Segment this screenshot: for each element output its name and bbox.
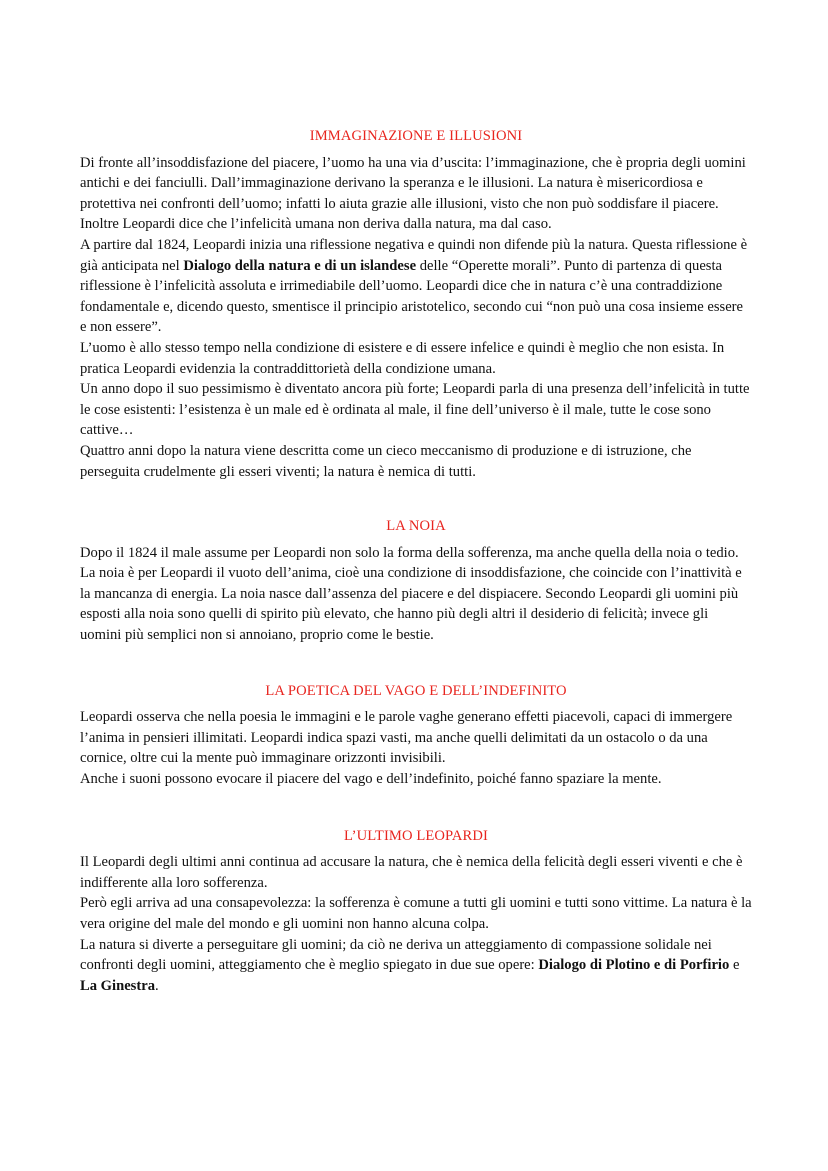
work-title-bold: Dialogo della natura e di un islandese <box>183 257 417 274</box>
section-immaginazione <box>80 126 752 482</box>
paragraph: L’uomo è allo stesso tempo nella condizione di esistere e di essere infelice e quindi è meglio che non esista. In pratica Leopardi evidenzia la contraddittorietà della condizione umana. <box>80 339 725 377</box>
work-title-bold: La Ginestra <box>80 977 155 994</box>
section-spacer <box>80 790 752 826</box>
paragraph-text: . <box>155 977 159 994</box>
paragraph <box>80 935 752 997</box>
section-ultimo-leopardi <box>80 826 752 997</box>
paragraph-text: delle “Operette morali”. Punto di partenza di questa riflessione è l’infelicità assoluta e irrimediabile dell’uomo. Leopardi dice che in natura c’è una contraddizione fondamentale e, dicendo questo, smentisce il principio aristotelico, secondo cui “non può una cosa insieme essere e non essere”. <box>80 257 744 336</box>
paragraph: Di fronte all’insoddisfazione del piacere, l’uomo ha una via d’uscita: l’immaginazione, che è propria degli uomini antichi e dei fanciulli. Dall’immaginazione derivano la speranza e le illusioni. La natura è misericordiosa e protettiva nei confronti dell’uomo; infatti lo aiuta grazie alle illusioni, visto che non può soddisfare il piacere. Inoltre Leopardi dice che l’infelicità umana non deriva dalla natura, ma dal caso. <box>80 154 746 233</box>
section-heading: L’ULTIMO LEOPARDI <box>343 827 488 844</box>
document-page <box>80 126 752 996</box>
section-noia <box>80 516 752 646</box>
paragraph: Però egli arriva ad una consapevolezza: la sofferenza è comune a tutti gli uomini e tutti sono vittime. La natura è la vera origine del male del mondo e gli uomini non hanno alcuna colpa. <box>80 895 752 932</box>
paragraph-text: A partire dal 1824, Leopardi inizia una riflessione negativa e quindi non difende più la natura. Questa riflessione è già anticipata nel <box>80 236 748 274</box>
section-spacer <box>80 646 752 681</box>
paragraph: Leopardi osserva che nella poesia le immagini e le parole vaghe generano effetti piacevoli, capaci di immergere l’anima in pensieri illimitati. Leopardi indica spazi vasti, ma anche quelli delimitati da un ostacolo o da una cornice, oltre cui la mente può immaginare orizzonti invisibili. <box>80 709 733 767</box>
paragraph: Dopo il 1824 il male assume per Leopardi non solo la forma della sofferenza, ma anche quella della noia o tedio. La noia è per Leopardi il vuoto dell’anima, cioè una condizione di insoddisfazione, che coincide con l’inattività e la mancanza di energia. La noia nasce dall’assenza del piacere e del dispiacere. Secondo Leopardi gli uomini più esposti alla noia sono quelli di spirito più elevato, che hanno più degli altri il desiderio di felicità; invece gli uomini più semplici non si annoiano, proprio come le bestie. <box>80 544 742 644</box>
paragraph: Quattro anni dopo la natura viene descritta come un cieco meccanismo di produzione e di istruzione, che perseguita crudelmente gli esseri viventi; la natura è nemica di tutti. <box>80 442 692 480</box>
paragraph: Il Leopardi degli ultimi anni continua ad accusare la natura, che è nemica della felicità degli esseri viventi e che è indifferente alla loro sofferenza. <box>80 854 743 891</box>
paragraph-text: e <box>729 957 740 974</box>
section-heading: LA NOIA <box>386 518 446 535</box>
section-spacer <box>80 482 752 516</box>
work-title-bold: Dialogo di Plotino e di Porfirio <box>538 957 730 974</box>
paragraph: Anche i suoni possono evocare il piacere del vago e dell’indefinito, poiché fanno spaziare la mente. <box>80 771 662 788</box>
paragraph-text: La natura si diverte a perseguitare gli uomini; da ciò ne deriva un atteggiamento di compassione solidale nei confronti degli uomini, atteggiamento che è meglio spiegato in due sue opere: <box>80 936 712 974</box>
section-heading: IMMAGINAZIONE E ILLUSIONI <box>309 128 523 144</box>
section-poetica <box>80 681 752 790</box>
section-heading: LA POETICA DEL VAGO E DELL’INDEFINITO <box>265 682 567 699</box>
paragraph <box>80 235 752 338</box>
paragraph: Un anno dopo il suo pessimismo è diventato ancora più forte; Leopardi parla di una presenza dell’infelicità in tutte le cose esistenti: l’esistenza è un male ed è ordinata al male, il fine dell’universo è il male, tutte le cose sono cattive… <box>80 381 750 439</box>
